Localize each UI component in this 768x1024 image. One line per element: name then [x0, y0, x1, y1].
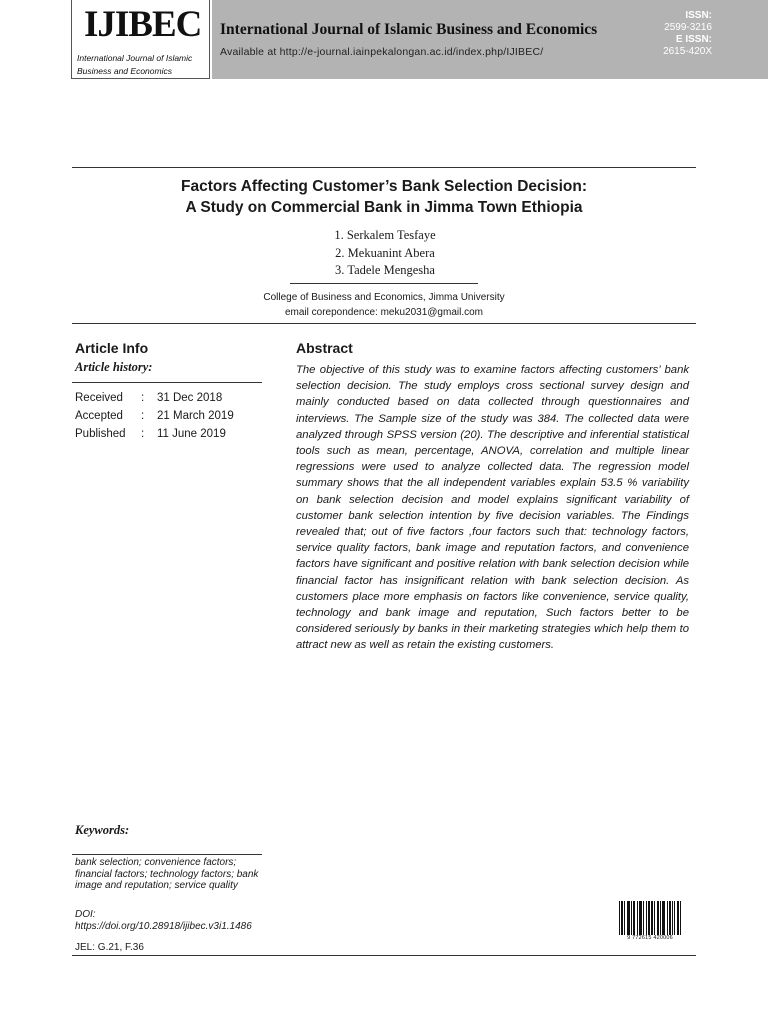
article-history-label: Article history: [75, 360, 153, 374]
affiliation-block [72, 290, 696, 320]
eissn-label: E ISSN: [675, 34, 712, 45]
author-list [290, 227, 480, 280]
keywords-text: bank selection; convenience factors; financial factors; technology factors; bank image and reputation; service quality [75, 857, 259, 891]
date-colon: : [141, 428, 145, 440]
date-label: Published [75, 428, 126, 440]
date-row-accepted [75, 407, 234, 425]
keywords-rule [72, 854, 262, 855]
abstract-heading: Abstract [296, 340, 353, 356]
journal-url[interactable]: Available at http://e-journal.iainpekalongan.ac.id/index.php/IJIBEC/ [220, 46, 544, 58]
journal-name: International Journal of Islamic Business and Economics [220, 21, 598, 38]
keywords-label: Keywords: [75, 823, 130, 837]
title-line-1: Factors Affecting Customer’s Bank Selection Decision: [181, 178, 587, 195]
affiliation: College of Business and Economics, Jimma University [263, 292, 505, 303]
barcode-bar [680, 901, 681, 935]
issn-label: ISSN: [685, 10, 712, 21]
logo-text: IJIBEC [84, 4, 202, 45]
author-2: 2. Mekuanint Abera [335, 245, 435, 260]
date-label: Accepted [75, 410, 123, 422]
journal-logo [71, 0, 210, 79]
article-dates [75, 389, 234, 443]
article-title [72, 176, 696, 218]
jel-codes: JEL: G.21, F.36 [75, 942, 144, 953]
issn-value: 2599-3216 [664, 22, 712, 33]
affiliation-rule [72, 323, 696, 324]
issn-block [620, 10, 712, 58]
abstract-text: The objective of this study was to examine factors affecting customers’ bank selection decision. The study employs cross sectional survey design and mainly conducted based on data collected through questionnaires and interviews. The Sample size of the study was 384. The collected data were analyzed through SPSS version (20). The descriptive and inferential statistical tools such as mean, percentage, ANOVA, correlation and multiple linear regressions were used to analyze collected data. The regression model summary shows that the all independent variables explain 53.5 % variability on bank selection decision and model explains significant variability of customer bank selection intention by five decision variables. The Findings revealed that; out of five factors ,four factors such that: technology factors, service quality factors, bank image and reputation factors, and convenience factors have significant and positive relation with bank selection decision while financial factor has insignificant relation with bank selection decision. As customers place more emphasis on factors like convenience, service quality, technology and bank image and reputation, Such factors better to be considered seriously by banks in their marketing strategies which help them to attract new as well as retain the existing customers. [296, 364, 689, 652]
correspondence-email[interactable]: email corepondence: meku2031@gmail.com [284, 307, 484, 318]
date-value: 11 June 2019 [157, 428, 226, 440]
issn-barcode [619, 901, 681, 945]
author-rule [290, 283, 478, 284]
date-value: 31 Dec 2018 [157, 392, 223, 404]
eissn-value: 2615-420X [663, 46, 712, 57]
date-row-received [75, 389, 234, 407]
title-top-rule [72, 167, 696, 168]
doi-link[interactable]: DOI: https://doi.org/10.28918/ijibec.v3i1.1486 [75, 909, 252, 932]
author-3: 3. Tadele Mengesha [335, 263, 435, 277]
barcode-digits: 9 772615 420006 [627, 935, 673, 941]
footer-rule [72, 955, 696, 956]
date-colon: : [141, 392, 145, 404]
date-colon: : [141, 410, 145, 422]
title-line-2: A Study on Commercial Bank in Jimma Town Ethiopia [185, 199, 583, 216]
history-rule [72, 382, 262, 383]
date-label: Received [75, 392, 123, 404]
article-info-heading: Article Info [75, 340, 149, 356]
date-row-published [75, 425, 234, 443]
author-1: 1. Serkalem Tesfaye [334, 228, 436, 242]
date-value: 21 March 2019 [157, 410, 234, 422]
logo-subtitle: International Journal of Islamic Business and Economics [77, 53, 193, 76]
barcode-bars [619, 901, 681, 935]
